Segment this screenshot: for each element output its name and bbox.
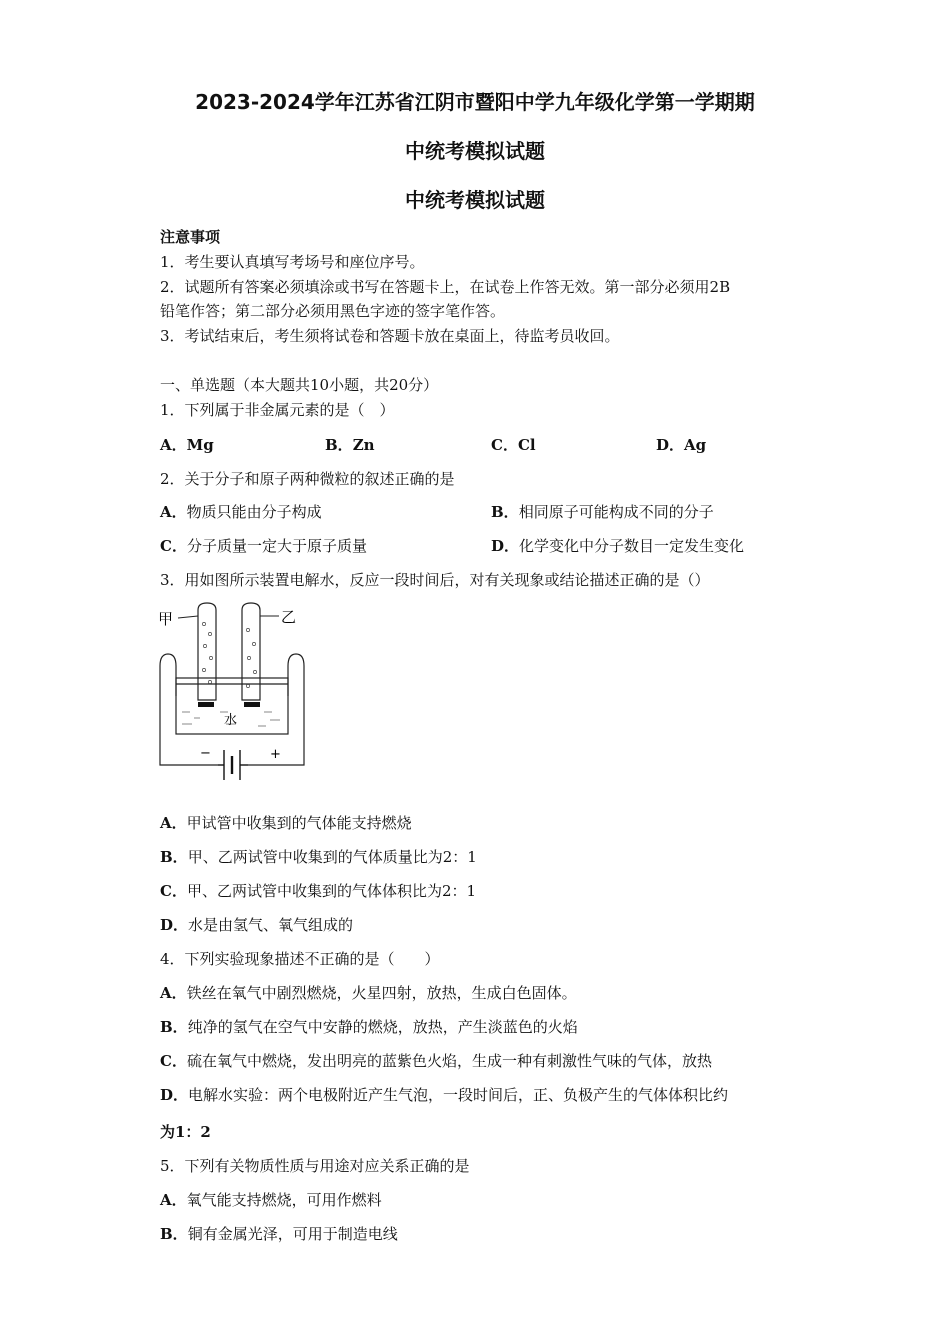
option-text: 水是由氢气、氧气组成的	[188, 916, 354, 934]
question-4-option-b	[160, 1016, 578, 1038]
label-jia: 甲	[158, 610, 174, 628]
option-text: 氧气能支持燃烧，可用作燃料	[186, 1191, 382, 1209]
notice-item: 铅笔作答；第二部分必须用黑色字迹的签字笔作答。	[160, 302, 506, 320]
option-text: 电解水实验：两个电极附近产生气泡，一段时间后，正、负极产生的气体体积比约	[188, 1086, 729, 1104]
question-4-option-d-continuation: 为1：2	[160, 1123, 211, 1141]
label-water: 水	[224, 713, 238, 728]
battery-icon	[218, 750, 248, 780]
option-letter: A．	[160, 1191, 187, 1209]
question-3-option-a	[160, 812, 412, 834]
electrode-left	[198, 702, 214, 707]
question-5-option-b	[160, 1223, 398, 1245]
question-4-stem: 4．下列实验现象描述不正确的是（ ）	[160, 950, 440, 968]
option-letter: A．	[160, 814, 187, 832]
option-text: 分子质量一定大于原子质量	[186, 537, 367, 555]
electrolysis-apparatus-figure	[158, 600, 308, 786]
question-5-stem: 5．下列有关物质性质与用途对应关系正确的是	[160, 1157, 470, 1175]
question-3-option-b	[160, 846, 477, 868]
option-text: 甲、乙两试管中收集到的气体质量比为2：1	[187, 848, 477, 866]
electrode-right	[244, 702, 260, 707]
test-tube-jia	[198, 603, 216, 700]
notice-item: 2．试题所有答案必须填涂或书写在答题卡上，在试卷上作答无效。第一部分必须用2B	[160, 278, 731, 296]
question-2-option-d	[491, 535, 744, 557]
section-heading: 一、单选题（本大题共10小题，共20分）	[160, 376, 439, 394]
question-1-stem: 1．下列属于非金属元素的是（ ）	[160, 401, 395, 419]
option-letter: B．	[160, 848, 188, 866]
label-plus: +	[270, 747, 281, 762]
question-1-option-b	[325, 434, 375, 456]
question-4-option-c	[160, 1050, 712, 1072]
option-text: 硫在氧气中燃烧，发出明亮的蓝紫色火焰，生成一种有刺激性气味的气体，放热	[186, 1052, 712, 1070]
option-letter: A．	[160, 984, 187, 1002]
exam-title-line-2: 中统考模拟试题	[405, 139, 545, 163]
option-letter: C．	[491, 436, 518, 454]
notice-heading: 注意事项	[160, 228, 221, 246]
option-letter: C．	[160, 1052, 187, 1070]
option-text: 化学变化中分子数目一定发生变化	[519, 537, 745, 555]
question-4-option-d	[160, 1084, 728, 1106]
question-4-option-a	[160, 982, 577, 1004]
option-letter: D．	[656, 436, 685, 454]
option-letter: B．	[160, 1018, 188, 1036]
option-text: 铜有金属光泽，可用于制造电线	[187, 1225, 398, 1243]
option-letter: A．	[160, 503, 187, 521]
question-2-option-c	[160, 535, 367, 557]
option-letter: C．	[160, 882, 187, 900]
question-1-option-c	[491, 434, 536, 456]
label-yi: 乙	[281, 608, 297, 626]
option-text: Mg	[186, 436, 214, 454]
question-1-option-a	[160, 434, 214, 456]
option-letter: D．	[160, 1086, 189, 1104]
question-2-option-a	[160, 501, 322, 523]
option-text: Cl	[517, 436, 536, 454]
question-1-option-d	[656, 434, 706, 456]
option-letter: B．	[325, 436, 353, 454]
question-2-option-b	[491, 501, 714, 523]
option-text: 铁丝在氧气中剧烈燃烧，火星四射，放热，生成白色固体。	[186, 984, 577, 1002]
option-text: 物质只能由分子构成	[186, 503, 322, 521]
option-letter: D．	[491, 537, 520, 555]
option-letter: B．	[491, 503, 519, 521]
option-letter: B．	[160, 1225, 188, 1243]
notice-item: 3．考试结束后，考生须将试卷和答题卡放在桌面上，待监考员收回。	[160, 327, 620, 345]
notice-item: 1．考生要认真填写考场号和座位序号。	[160, 253, 425, 271]
question-3-option-d	[160, 914, 353, 936]
option-text: 甲、乙两试管中收集到的气体体积比为2：1	[186, 882, 477, 900]
option-text: 相同原子可能构成不同的分子	[518, 503, 714, 521]
label-minus: −	[200, 746, 211, 761]
question-5-option-a	[160, 1189, 382, 1211]
option-text: 纯净的氢气在空气中安静的燃烧，放热，产生淡蓝色的火焰	[187, 1018, 578, 1036]
question-3-stem: 3．用如图所示装置电解水，反应一段时间后，对有关现象或结论描述正确的是（）	[160, 571, 710, 589]
test-tube-yi	[242, 603, 260, 700]
option-text: Zn	[352, 436, 375, 454]
option-text: Ag	[684, 436, 707, 454]
option-letter: D．	[160, 916, 189, 934]
option-text: 甲试管中收集到的气体能支持燃烧	[186, 814, 412, 832]
question-2-stem: 2．关于分子和原子两种微粒的叙述正确的是	[160, 470, 455, 488]
exam-title-line-1: 2023-2024学年江苏省江阴市暨阳中学九年级化学第一学期期	[195, 90, 755, 114]
option-letter: C．	[160, 537, 187, 555]
question-3-option-c	[160, 880, 476, 902]
option-letter: A．	[160, 436, 187, 454]
leader-jia	[178, 616, 198, 618]
exam-title-line-3: 中统考模拟试题	[405, 188, 545, 212]
